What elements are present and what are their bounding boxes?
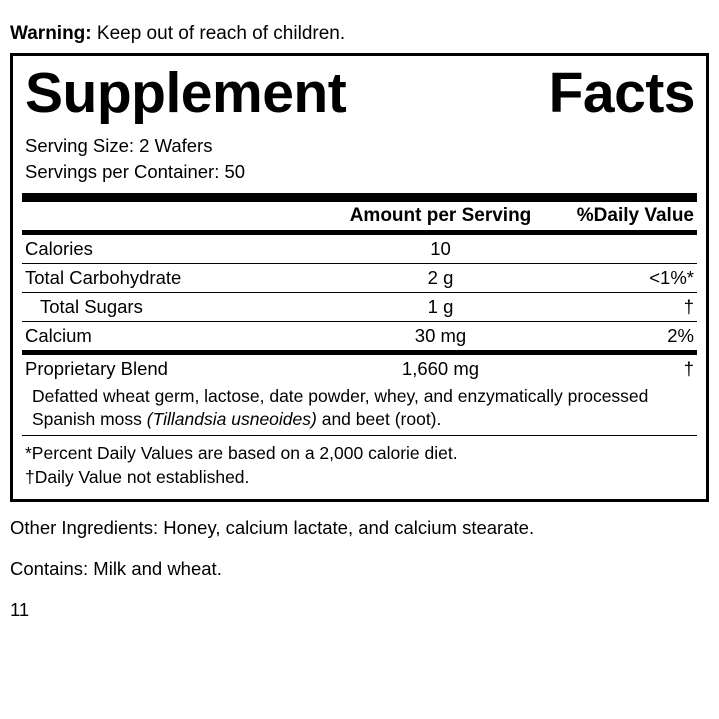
row-total-carbohydrate-amount: 2 g bbox=[339, 264, 542, 293]
supplement-facts-panel bbox=[10, 53, 709, 502]
table-row bbox=[22, 322, 697, 351]
contains-statement: Contains: Milk and wheat. bbox=[10, 558, 222, 579]
table-header-row bbox=[22, 202, 697, 230]
nutrition-rows bbox=[22, 235, 697, 350]
blend-description bbox=[22, 383, 697, 435]
row-calcium-amount: 30 mg bbox=[414, 325, 467, 346]
row-calories-dv bbox=[542, 235, 697, 264]
warning-label: Warning: bbox=[10, 23, 92, 44]
panel-title bbox=[22, 60, 697, 125]
table-row bbox=[22, 355, 697, 383]
panel-title-supplement: Supplement bbox=[25, 61, 347, 125]
row-total-carbohydrate-name: Total Carbohydrate bbox=[22, 264, 339, 293]
row-calories-name: Calories bbox=[22, 235, 339, 264]
row-blend-name: Proprietary Blend bbox=[25, 358, 168, 379]
header-amount-per-serving: Amount per Serving bbox=[349, 205, 532, 226]
header-daily-value: %Daily Value bbox=[576, 205, 694, 226]
header-blank bbox=[22, 202, 339, 230]
warning-line bbox=[10, 0, 709, 53]
row-total-sugars-dv: † bbox=[542, 293, 697, 322]
blend-description-italic: (Tillandsia usneoides) bbox=[146, 409, 317, 429]
table-row bbox=[22, 264, 697, 293]
proprietary-blend-table bbox=[22, 355, 697, 383]
blend-description-part1: Defatted wheat germ, lactose, date powder, whey, and enzymatically processed Spanish moss bbox=[32, 386, 649, 429]
row-calories-amount: 10 bbox=[339, 235, 542, 264]
footnote-daily-value-not-established: †Daily Value not established. bbox=[25, 467, 250, 487]
panel-title-facts: Facts bbox=[548, 61, 695, 125]
servings-per-container: Servings per Container: 50 bbox=[25, 161, 246, 182]
warning-text: Keep out of reach of children. bbox=[91, 23, 346, 44]
other-ingredients: Other Ingredients: Honey, calcium lactate, and calcium stearate. bbox=[10, 517, 535, 538]
table-row bbox=[22, 293, 697, 322]
row-total-sugars-name: Total Sugars bbox=[22, 293, 339, 322]
row-blend-amount: 1,660 mg bbox=[401, 358, 480, 379]
page-number: 11 bbox=[10, 599, 30, 620]
nutrition-table bbox=[22, 202, 697, 230]
footnotes bbox=[22, 436, 697, 491]
row-total-sugars-amount: 1 g bbox=[339, 293, 542, 322]
row-calcium-name: Calcium bbox=[25, 325, 92, 346]
footnote-percent-daily-values: *Percent Daily Values are based on a 2,000 calorie diet. bbox=[25, 443, 458, 463]
blend-description-part2: and beet (root). bbox=[316, 409, 442, 429]
row-calcium-dv: 2% bbox=[667, 325, 694, 346]
serving-size: Serving Size: 2 Wafers bbox=[25, 135, 213, 156]
row-total-carbohydrate-dv: <1%* bbox=[542, 264, 697, 293]
table-row bbox=[22, 235, 697, 264]
row-blend-dv: † bbox=[683, 358, 694, 379]
divider-thick-top bbox=[22, 193, 697, 202]
